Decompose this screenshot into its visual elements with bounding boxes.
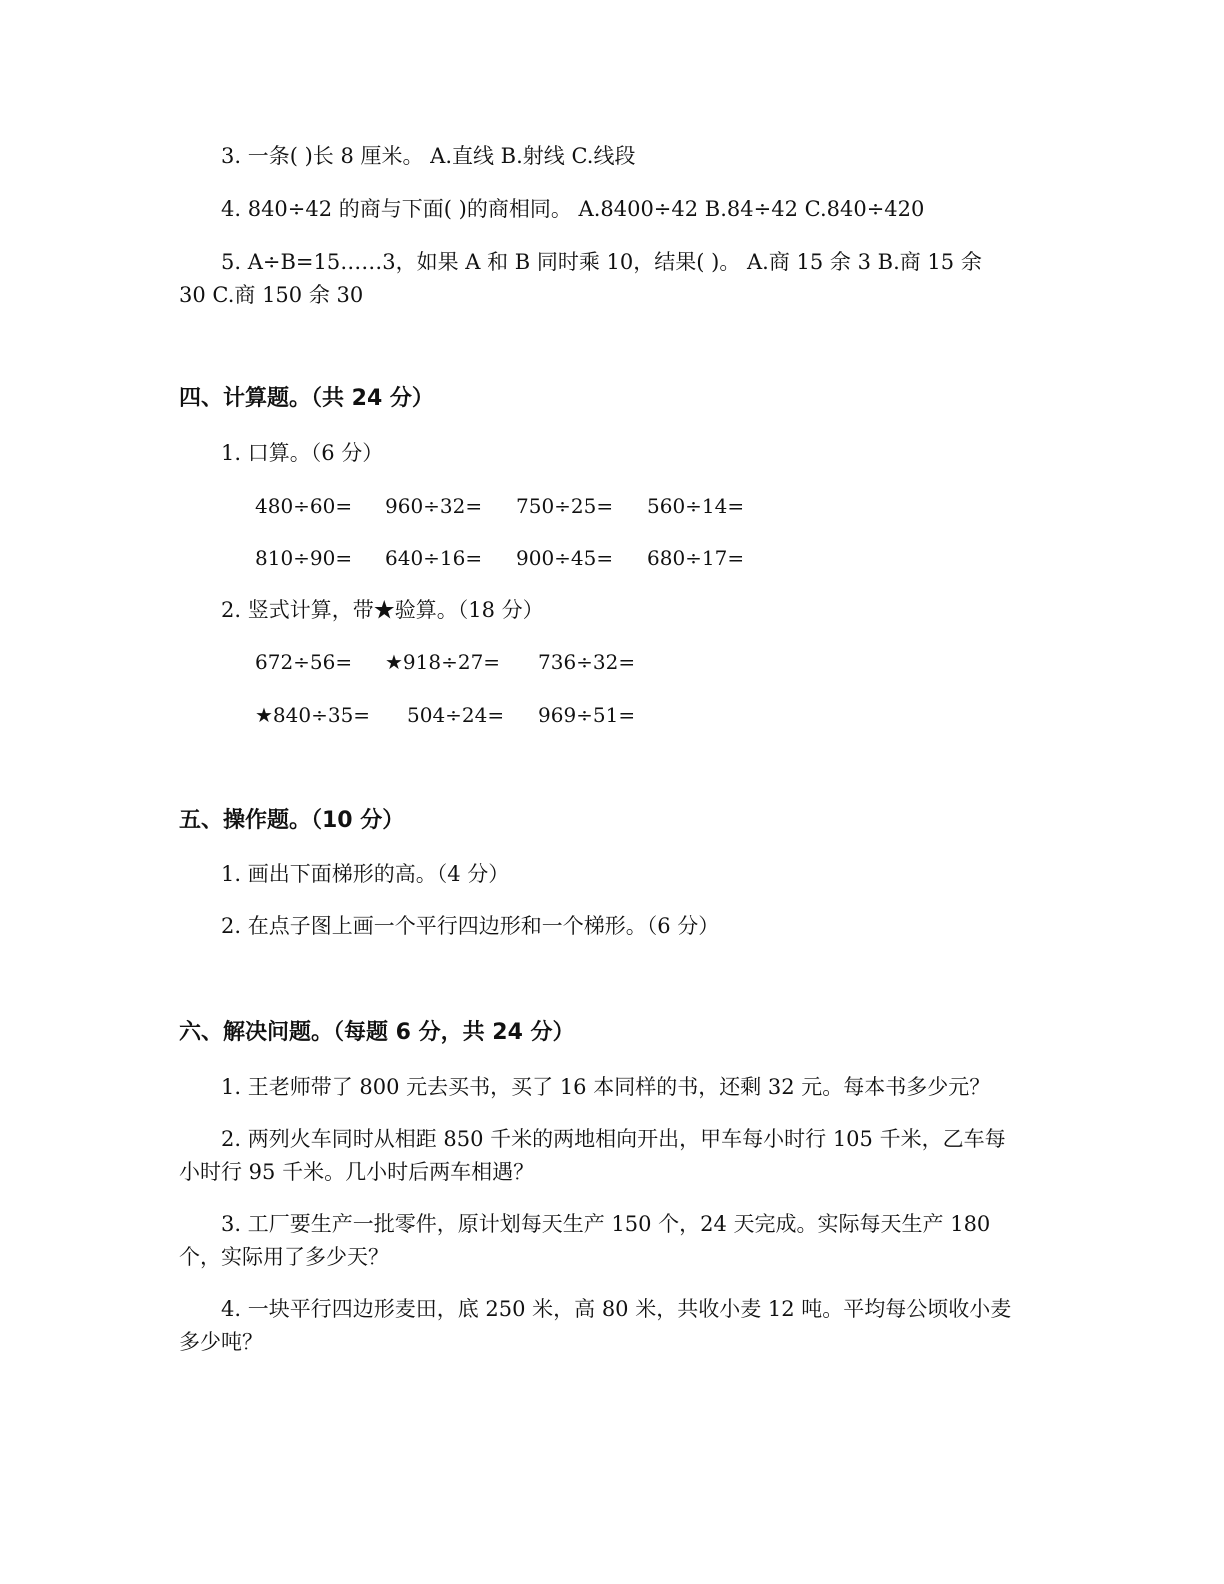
oral-calc-item: 960÷32=	[385, 494, 483, 518]
oral-calc-item: 810÷90=	[255, 546, 353, 570]
vertical-calc-item: 969÷51=	[538, 703, 636, 727]
section-6-heading: 六、解决问题。（每题 6 分，共 24 分）	[179, 1020, 575, 1045]
vertical-calc-item: 736÷32=	[538, 650, 636, 674]
section-5-heading: 五、操作题。（10 分）	[179, 808, 405, 833]
oral-calc-item: 560÷14=	[647, 494, 745, 518]
section-5-sub-2: 2. 在点子图上画一个平行四边形和一个梯形。（6 分）	[221, 914, 720, 938]
vertical-calc-item: 672÷56=	[255, 650, 353, 674]
section-5-sub-1: 1. 画出下面梯形的高。（4 分）	[221, 862, 510, 886]
problem-2-line-2: 小时行 95 千米。几小时后两车相遇？	[179, 1160, 535, 1184]
question-5-line-2: 30 C.商 150 余 30	[179, 283, 364, 307]
problem-3-line-2: 个，实际用了多少天？	[179, 1245, 389, 1269]
problem-4-line-2: 多少吨？	[179, 1330, 263, 1354]
vertical-calc-item: ★840÷35=	[255, 703, 371, 727]
vertical-calc-item: 504÷24=	[407, 703, 505, 727]
oral-calc-item: 640÷16=	[385, 546, 483, 570]
vertical-calc-item: ★918÷27=	[385, 650, 501, 674]
oral-calc-item: 480÷60=	[255, 494, 353, 518]
oral-calc-item: 680÷17=	[647, 546, 745, 570]
problem-2-line-1: 2. 两列火车同时从相距 850 千米的两地相向开出，甲车每小时行 105 千米，乙车每	[221, 1127, 1006, 1151]
oral-calc-item: 750÷25=	[516, 494, 614, 518]
problem-3-line-1: 3. 工厂要生产一批零件，原计划每天生产 150 个，24 天完成。实际每天生产 180	[221, 1212, 991, 1236]
section-4-sub-1: 1. 口算。（6 分）	[221, 441, 384, 465]
question-3: 3. 一条( )长 8 厘米。 A.直线 B.射线 C.线段	[221, 144, 636, 168]
section-4-heading: 四、计算题。（共 24 分）	[179, 386, 434, 411]
oral-calc-item: 900÷45=	[516, 546, 614, 570]
question-4: 4. 840÷42 的商与下面( )的商相同。 A.8400÷42 B.84÷42 C.840÷420	[221, 197, 925, 221]
section-4-sub-2: 2. 竖式计算，带★验算。（18 分）	[221, 598, 544, 622]
problem-4-line-1: 4. 一块平行四边形麦田，底 250 米，高 80 米，共收小麦 12 吨。平均每公顷收小麦	[221, 1297, 1012, 1321]
question-5-line-1: 5. A÷B=15……3，如果 A 和 B 同时乘 10，结果( )。 A.商 15 余 3 B.商 15 余	[221, 250, 982, 274]
problem-1: 1. 王老师带了 800 元去买书，买了 16 本同样的书，还剩 32 元。每本书多少元？	[221, 1075, 991, 1099]
